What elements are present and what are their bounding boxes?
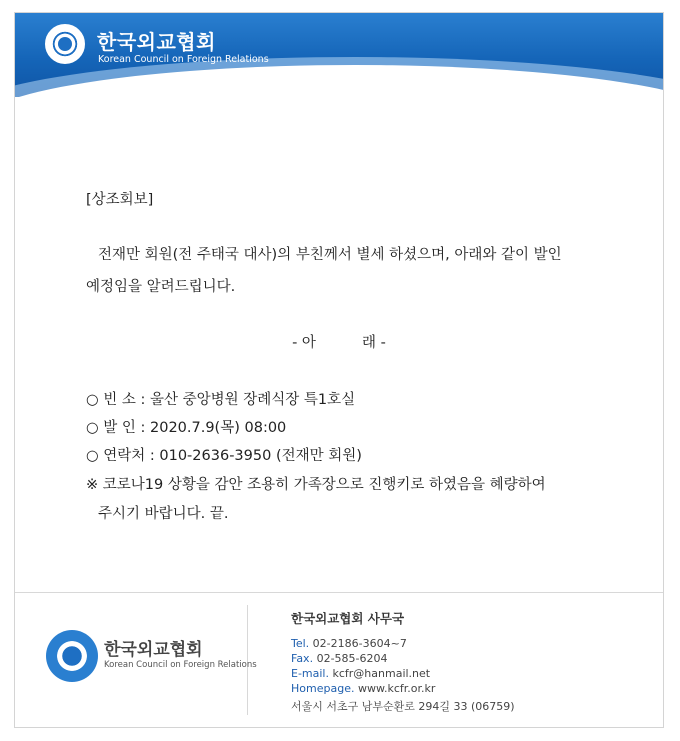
note-line1: ※ 코로나19 상황을 감안 조용히 가족장으로 진행키로 하였음을 혜량하여 — [86, 477, 546, 493]
contact-homepage — [291, 682, 435, 695]
header-banner — [15, 13, 663, 97]
kcfr-seal-icon — [45, 24, 85, 64]
notice-paragraph-line2: 예정임을 알려드립니다. — [86, 279, 236, 295]
footer-org-name-ko: 한국외교협회 — [104, 640, 203, 660]
notice-paragraph-line1: 전재만 회원(전 주태국 대사)의 부친께서 별세 하셨으며, 아래와 같이 발인 — [98, 247, 562, 263]
homepage-link[interactable]: www.kcfr.or.kr — [357, 682, 436, 695]
newsletter-frame — [14, 12, 664, 728]
tel-value: 02-2186-3604~7 — [312, 637, 407, 650]
email-label: E-mail. — [291, 667, 329, 680]
header-org-name-ko: 한국외교협회 — [97, 30, 216, 54]
fax-value: 02-585-6204 — [316, 652, 388, 665]
section-title: - 아 래 - — [292, 335, 386, 351]
note-line2: 주시기 바랍니다. 끝. — [98, 506, 229, 522]
globe-icon — [58, 37, 72, 51]
item-departure: ○ 발 인 : 2020.7.9(목) 08:00 — [86, 420, 287, 436]
office-title: 한국외교협회 사무국 — [291, 611, 405, 626]
contact-fax — [291, 652, 388, 665]
footer-org-name-en: Korean Council on Foreign Relations — [104, 660, 257, 670]
homepage-label: Homepage. — [291, 682, 355, 695]
fax-label: Fax. — [291, 652, 314, 665]
notice-heading: [상조회보] — [86, 192, 154, 208]
item-funeral-hall: ○ 빈 소 : 울산 중앙병원 장례식장 특1호실 — [86, 392, 356, 408]
contact-email — [291, 667, 430, 680]
header-org-name-en: Korean Council on Foreign Relations — [98, 54, 269, 65]
tel-label: Tel. — [291, 637, 310, 650]
office-address: 서울시 서초구 남부순환로 294길 33 (06759) — [291, 700, 515, 713]
footer-separator — [15, 592, 663, 593]
item-contact: ○ 연락처 : 010-2636-3950 (전재만 회원) — [86, 448, 362, 464]
contact-tel — [291, 637, 407, 650]
footer-seal-icon — [46, 630, 98, 682]
email-link[interactable]: kcfr@hanmail.net — [332, 667, 431, 680]
